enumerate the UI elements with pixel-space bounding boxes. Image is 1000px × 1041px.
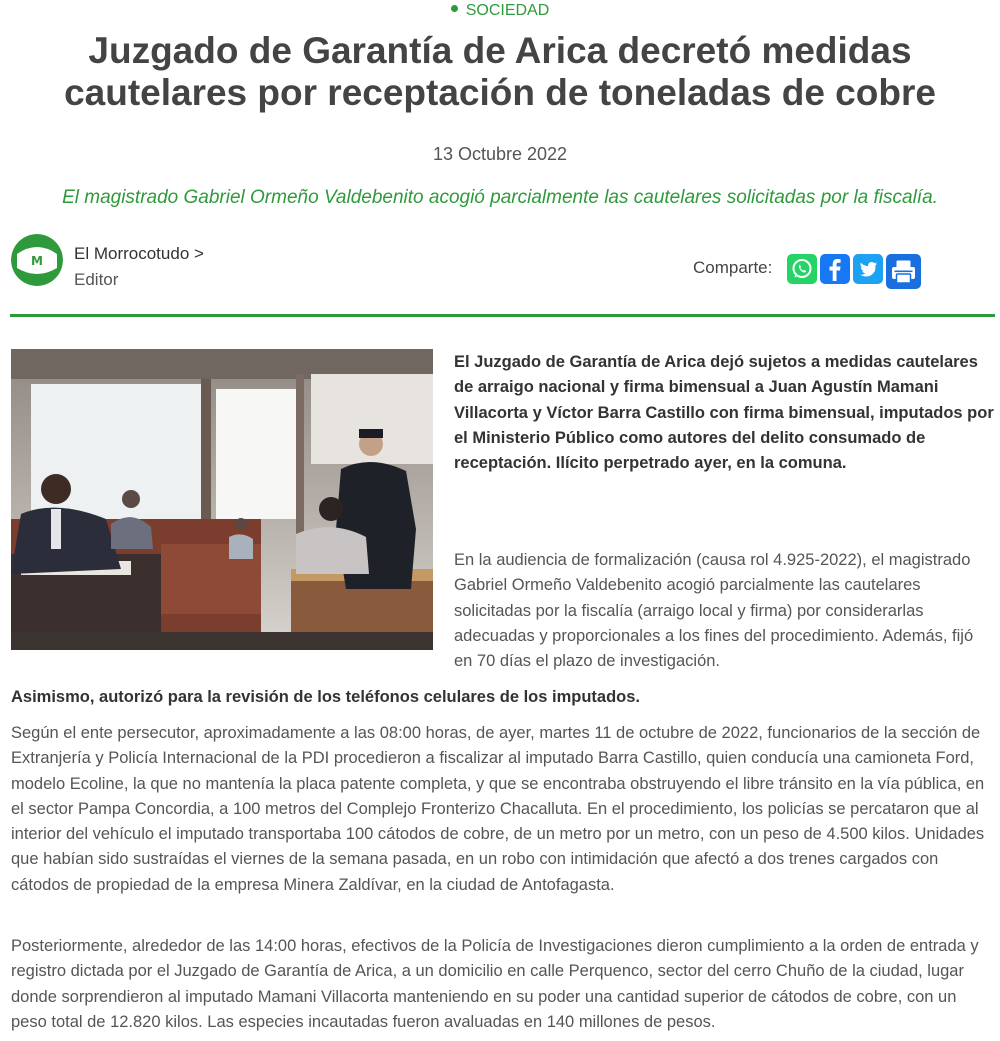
article-bold-paragraph: Asimismo, autorizó para la revisión de los teléfonos celulares de los imputados. [11, 688, 641, 706]
twitter-icon [853, 254, 883, 284]
article-photo [11, 349, 433, 650]
print-button[interactable] [886, 254, 921, 289]
whatsapp-share-button[interactable] [787, 254, 817, 284]
article-intro-paragraph: El Juzgado de Garantía de Arica dejó sujetos a medidas cautelares de arraigo nacional y firma bimensual a Juan Agustín Mamani Villacorta y Víctor Barra Castillo con firma bimensual, imputados por el Ministerio Público como autores del delito consumado de receptación. Ilícito perpetrado ayer, en la comuna. [454, 353, 994, 473]
category-label[interactable] [0, 0, 1000, 22]
svg-text:M: M [31, 254, 43, 268]
category-dot [451, 5, 458, 12]
article-paragraph-formalizacion: En la audiencia de formalización (causa rol 4.925-2022), el magistrado Gabriel Ormeño Valdebenito acogió parcialmente las cautelares solicitadas por la fiscalía (arraigo local y firma) por considerarlas adecuadas y proporcionales a los fines del procedimiento. Además, fijó en 70 días el plazo de investigación. [454, 551, 974, 671]
article-paragraph-fiscalizacion: Según el ente persecutor, aproximadamente a las 08:00 horas, de ayer, martes 11 de octubre de 2022, funcionarios de la sección de Extranjería y Policía Internacional de la PDI procedieron a fiscalizar al imputado Barra Castillo, quien conducía una camioneta Ford, modelo Ecoline, la que no mantenía la placa patente completa, y que se encontraba obstruyendo el libre tránsito en la vía pública, en el sector Pampa Concordia, a 100 metros del Complejo Fronterizo Chacalluta. En el procedimiento, los policías se percataron que al interior del vehículo el imputado transportaba 100 cátodos de cobre, de un metro por un metro, con un peso de 4.500 kilos. Unidades que habían sido sustraídas el viernes de la semana pasada, en un robo con intimidación que afectó a dos trenes cargados con cátodos de propiedad de la empresa Minera Zaldívar, en la ciudad de Antofagasta. [11, 724, 985, 894]
article-date: 13 Octubre 2022 [432, 144, 568, 164]
facebook-icon [820, 254, 850, 284]
category-text[interactable]: SOCIEDAD [465, 2, 550, 19]
author-name-link[interactable]: El Morrocotudo > [74, 244, 204, 263]
share-label: Comparte: [693, 258, 773, 277]
morrocotudo-logo-icon [11, 234, 63, 286]
author-avatar[interactable] [11, 234, 63, 286]
twitter-share-button[interactable] [853, 254, 883, 284]
article-title: Juzgado de Garantía de Arica decretó medidas cautelares por receptación de toneladas de cobre [64, 30, 936, 113]
print-icon [886, 254, 921, 289]
header-divider [10, 314, 995, 317]
whatsapp-icon [787, 254, 817, 284]
article-paragraph-registro: Posteriormente, alrededor de las 14:00 horas, efectivos de la Policía de Investigaciones dieron cumplimiento a la orden de entrada y registro dictada por el Juzgado de Garantía de Arica, a un domicilio en calle Perquenco, sector del cerro Chuño de la ciudad, lugar donde sorprendieron al imputado Mamani Villacorta manteniendo en su poder una cantidad superior de cátodos de cobre, con un peso total de 12.820 kilos. Las especies incautadas fueron avaluadas en 140 millones de pesos. [11, 937, 979, 1031]
author-role: Editor [74, 270, 119, 289]
facebook-share-button[interactable] [820, 254, 850, 284]
article-lead: El magistrado Gabriel Ormeño Valdebenito acogió parcialmente las cautelares solicitadas por la fiscalía. [62, 187, 938, 208]
courtroom-photo-illustration [11, 349, 433, 650]
